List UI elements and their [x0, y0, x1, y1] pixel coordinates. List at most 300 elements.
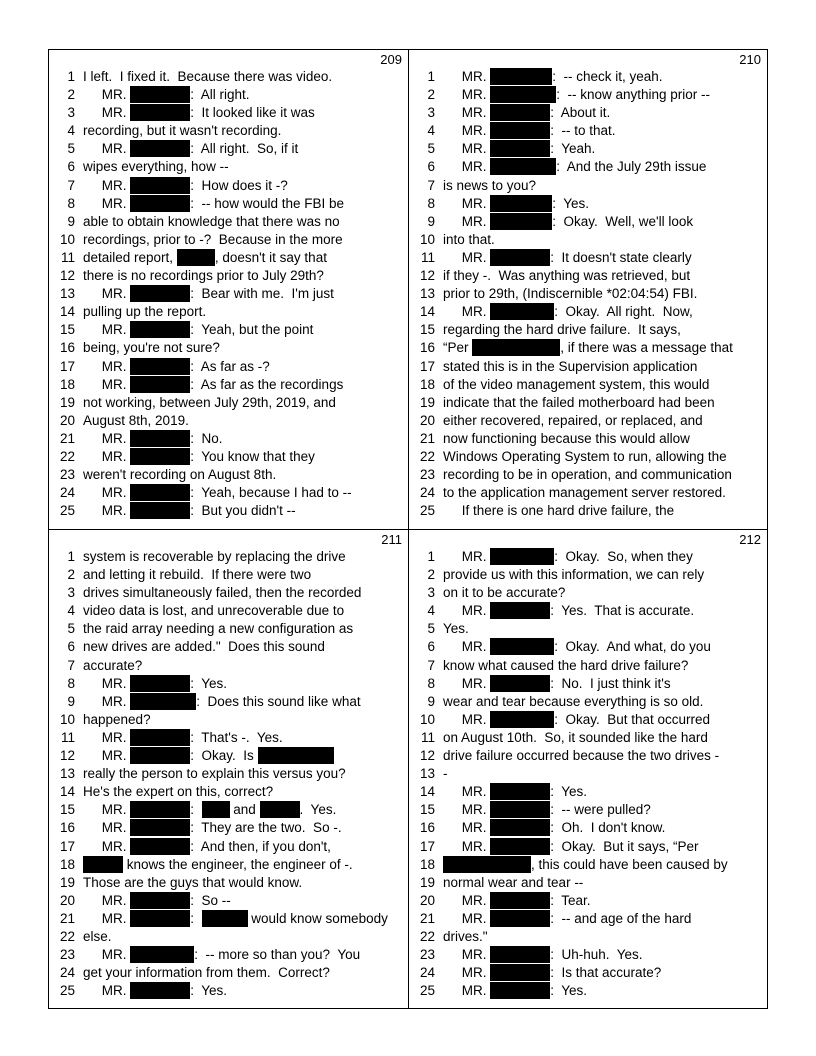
line-text	[443, 729, 765, 747]
text-segment: MR.	[83, 729, 131, 745]
line-text	[83, 819, 406, 837]
transcript-line	[409, 86, 767, 104]
transcript-lines	[49, 548, 408, 1000]
transcript-lines	[49, 68, 408, 520]
line-number: 4	[427, 123, 435, 139]
line-text	[443, 249, 765, 267]
line-text	[443, 946, 765, 964]
transcript-line	[409, 801, 767, 819]
redaction-bar	[130, 484, 190, 501]
text-segment: : Yes.	[552, 195, 590, 211]
text-segment: video data is lost, and unrecoverable due to	[83, 603, 345, 619]
line-number: 3	[427, 585, 435, 601]
line-text	[83, 657, 406, 675]
text-segment: : And then, if you don't,	[190, 838, 331, 854]
redaction-bar	[130, 747, 190, 764]
redaction-bar	[202, 801, 230, 818]
transcript-line	[49, 358, 408, 376]
transcript-line	[409, 448, 767, 466]
line-number: 8	[427, 675, 435, 691]
line-text	[83, 928, 406, 946]
text-segment: : -- know anything prior --	[556, 87, 711, 103]
redaction-bar	[490, 213, 552, 230]
text-segment: MR.	[443, 838, 491, 854]
line-number: 16	[419, 340, 435, 356]
text-segment: : As far as -?	[190, 358, 270, 374]
redaction-bar	[490, 711, 554, 728]
text-segment: MR.	[443, 123, 491, 139]
text-segment: : It doesn't state clearly	[550, 249, 692, 265]
text-segment: MR.	[443, 105, 491, 121]
line-text	[443, 267, 765, 285]
text-segment: -	[443, 766, 448, 782]
transcript-line	[409, 928, 767, 946]
transcript-line	[49, 122, 408, 140]
line-text	[443, 122, 765, 140]
transcript-line	[49, 548, 408, 566]
transcript-line	[49, 394, 408, 412]
line-number: 4	[67, 603, 75, 619]
line-number: 14	[419, 784, 435, 800]
line-text	[83, 982, 406, 1000]
text-segment: : Okay. But that occurred	[554, 711, 711, 727]
text-segment: would know somebody	[247, 910, 388, 926]
line-number: 7	[427, 657, 435, 673]
transcript-line	[409, 376, 767, 394]
transcript-line	[409, 430, 767, 448]
line-text	[443, 910, 765, 928]
line-number: 21	[419, 910, 435, 926]
text-segment: MR.	[443, 965, 491, 981]
line-number: 12	[59, 268, 75, 284]
text-segment: into that.	[443, 231, 495, 247]
text-segment: MR.	[443, 69, 491, 84]
line-number: 21	[59, 430, 75, 446]
transcript-line	[49, 231, 408, 249]
line-number: 8	[67, 195, 75, 211]
line-text	[443, 466, 765, 484]
redaction-bar	[490, 122, 550, 139]
line-number: 15	[59, 802, 75, 818]
line-text	[443, 213, 765, 231]
text-segment: : Okay. But it says, “Per	[550, 838, 699, 854]
text-segment: MR.	[83, 675, 131, 691]
text-segment: MR.	[443, 802, 491, 818]
text-segment: MR.	[83, 485, 131, 501]
line-text	[83, 566, 406, 584]
line-text	[443, 548, 765, 566]
redaction-bar	[130, 502, 190, 519]
redaction-bar	[490, 638, 554, 655]
line-number: 1	[427, 69, 435, 84]
redaction-bar	[490, 249, 550, 266]
redaction-bar	[490, 964, 550, 981]
text-segment: : -- and age of the hard	[550, 910, 692, 926]
redaction-bar	[490, 303, 554, 320]
transcript-line	[409, 747, 767, 765]
text-segment: either recovered, repaired, or replaced, and	[443, 412, 703, 428]
text-segment: : Yes.	[550, 983, 588, 999]
text-segment: : Okay. All right. Now,	[554, 304, 693, 320]
text-segment: MR.	[83, 820, 131, 836]
line-text	[83, 358, 406, 376]
line-number: 5	[67, 141, 75, 157]
text-segment: : And the July 29th issue	[556, 159, 707, 175]
line-text	[443, 394, 765, 412]
line-text	[83, 801, 406, 819]
line-number: 8	[427, 195, 435, 211]
text-segment: being, you're not sure?	[83, 340, 220, 356]
line-number: 12	[59, 748, 75, 764]
line-text	[443, 376, 765, 394]
line-number: 10	[59, 231, 75, 247]
line-number: 24	[59, 965, 75, 981]
text-segment: MR.	[443, 983, 491, 999]
transcript-line	[409, 303, 767, 321]
line-text	[443, 584, 765, 602]
text-segment: MR.	[83, 910, 131, 926]
line-number: 24	[59, 485, 75, 501]
text-segment: Yes.	[443, 621, 469, 637]
text-segment: MR.	[83, 358, 131, 374]
line-number: 19	[59, 874, 75, 890]
text-segment: new drives are added." Does this sound	[83, 639, 325, 655]
transcript-line	[409, 548, 767, 566]
line-number: 20	[59, 892, 75, 908]
line-number: 10	[419, 711, 435, 727]
line-text	[443, 412, 765, 430]
line-text	[443, 303, 765, 321]
line-number: 25	[59, 503, 75, 519]
line-text	[443, 675, 765, 693]
transcript-line	[409, 584, 767, 602]
text-segment: to the application management server restored.	[443, 485, 726, 501]
transcript-line	[49, 982, 408, 1000]
line-number: 24	[419, 485, 435, 501]
line-text	[83, 548, 406, 566]
line-number: 7	[67, 177, 75, 193]
transcript-line	[409, 910, 767, 928]
line-number: 16	[59, 340, 75, 356]
redaction-bar	[130, 675, 190, 692]
transcript-line	[49, 158, 408, 176]
line-text	[443, 765, 765, 783]
transcript-line	[49, 964, 408, 982]
line-number: 9	[427, 213, 435, 229]
transcript-line	[49, 602, 408, 620]
text-segment: happened?	[83, 711, 151, 727]
line-text	[83, 231, 406, 249]
line-number: 11	[60, 249, 75, 265]
line-number: 25	[59, 983, 75, 999]
transcript-line	[49, 657, 408, 675]
text-segment: MR.	[83, 748, 131, 764]
line-number: 18	[419, 376, 435, 392]
transcript-line	[409, 946, 767, 964]
text-segment: MR.	[443, 784, 491, 800]
line-text	[83, 484, 406, 502]
text-segment: : It looked like it was	[190, 105, 315, 121]
line-text	[443, 892, 765, 910]
transcript-line	[409, 104, 767, 122]
line-text	[83, 86, 406, 104]
transcript-line	[409, 729, 767, 747]
transcript-line	[49, 339, 408, 357]
text-segment: indicate that the failed motherboard had been	[443, 394, 715, 410]
line-number: 3	[67, 105, 75, 121]
line-number: 23	[59, 467, 75, 483]
transcript-line	[409, 177, 767, 195]
line-number: 17	[59, 358, 75, 374]
transcript-line	[409, 195, 767, 213]
line-number: 17	[419, 358, 435, 374]
line-number: 8	[67, 675, 75, 691]
text-segment: Those are the guys that would know.	[83, 874, 303, 890]
text-segment: detailed report,	[83, 249, 177, 265]
transcript-line	[409, 412, 767, 430]
transcript-line	[409, 285, 767, 303]
transcript-line	[49, 638, 408, 656]
text-segment: of the video management system, this would	[443, 376, 710, 392]
line-text	[83, 602, 406, 620]
line-number: 3	[67, 585, 75, 601]
text-segment: pulling up the report.	[83, 304, 207, 320]
line-text	[443, 140, 765, 158]
line-text	[83, 711, 406, 729]
line-text	[83, 765, 406, 783]
text-segment: really the person to explain this versus you?	[83, 766, 346, 782]
text-segment: MR.	[83, 448, 131, 464]
line-number: 9	[67, 693, 75, 709]
text-segment: : About it.	[550, 105, 611, 121]
text-segment: recording, but it wasn't recording.	[83, 123, 282, 139]
text-segment: MR.	[83, 286, 131, 302]
text-segment: MR.	[83, 838, 131, 854]
line-text	[83, 249, 406, 267]
transcript-line	[49, 376, 408, 394]
redaction-bar	[83, 856, 123, 873]
transcript-line	[409, 466, 767, 484]
text-segment: MR.	[443, 141, 491, 157]
line-text	[443, 928, 765, 946]
transcript-line	[49, 448, 408, 466]
text-segment: MR.	[83, 376, 131, 392]
line-number: 16	[419, 820, 435, 836]
transcript-line	[409, 484, 767, 502]
line-number: 4	[67, 123, 75, 139]
text-segment: , this could have been caused by	[531, 856, 728, 872]
transcript-line	[409, 693, 767, 711]
redaction-bar	[130, 819, 190, 836]
line-number: 14	[419, 304, 435, 320]
transcript-line	[49, 566, 408, 584]
line-text	[443, 693, 765, 711]
line-number: 15	[59, 322, 75, 338]
page-quadrant	[409, 530, 767, 1008]
text-segment: : Okay. So, when they	[554, 549, 693, 564]
line-number: 25	[419, 503, 435, 519]
text-segment: there is no recordings prior to July 29th?	[83, 268, 324, 284]
text-segment: : Does this sound like what	[196, 693, 361, 709]
text-segment: : -- to that.	[550, 123, 616, 139]
line-number: 21	[59, 910, 75, 926]
line-text	[83, 946, 406, 964]
text-segment: , if there was a message that	[560, 340, 733, 356]
line-number: 1	[67, 549, 75, 564]
redaction-bar	[490, 801, 550, 818]
line-number: 25	[419, 983, 435, 999]
line-number: 21	[419, 430, 435, 446]
text-segment: : But you didn't --	[190, 503, 296, 519]
text-segment: : You know that they	[190, 448, 315, 464]
text-segment: MR.	[83, 177, 131, 193]
text-segment: MR.	[83, 105, 131, 121]
transcript-line	[409, 339, 767, 357]
line-number: 18	[419, 856, 435, 872]
text-segment: : Is that accurate?	[550, 965, 662, 981]
transcript-line	[49, 620, 408, 638]
transcript-line	[49, 765, 408, 783]
text-segment: not working, between July 29th, 2019, and	[83, 394, 336, 410]
text-segment: drive failure occurred because the two drives -	[443, 748, 720, 764]
transcript-line	[49, 675, 408, 693]
line-text	[83, 321, 406, 339]
redaction-bar	[130, 910, 190, 927]
text-segment: : -- more so than you? You	[194, 947, 361, 963]
text-segment: : Okay. Is	[190, 748, 258, 764]
transcript-line	[49, 502, 408, 520]
line-text	[83, 430, 406, 448]
line-number: 15	[419, 802, 435, 818]
page-quadrant	[49, 530, 408, 1008]
text-segment: MR.	[443, 249, 491, 265]
transcript-line	[409, 620, 767, 638]
redaction-bar	[130, 140, 190, 157]
text-segment: : No.	[190, 430, 223, 446]
line-text	[83, 620, 406, 638]
redaction-bar	[490, 602, 550, 619]
line-number: 11	[420, 249, 435, 265]
transcript-line	[409, 122, 767, 140]
redaction-bar	[490, 946, 550, 963]
transcript-line	[409, 502, 767, 520]
redaction-bar	[443, 856, 531, 873]
line-text	[83, 874, 406, 892]
redaction-bar	[130, 195, 190, 212]
redaction-bar	[130, 376, 190, 393]
text-segment: MR.	[443, 711, 491, 727]
line-text	[83, 140, 406, 158]
redaction-bar	[490, 838, 550, 855]
redaction-bar	[130, 801, 190, 818]
redaction-bar	[490, 819, 550, 836]
line-text	[83, 376, 406, 394]
text-segment: : All right. So, if it	[190, 141, 299, 157]
transcript-line	[409, 657, 767, 675]
line-number: 16	[59, 820, 75, 836]
transcript-line	[409, 765, 767, 783]
line-text	[443, 982, 765, 1000]
line-text	[443, 801, 765, 819]
line-number: 18	[59, 856, 75, 872]
line-number: 7	[67, 657, 75, 673]
text-segment: MR.	[83, 693, 131, 709]
redaction-bar	[130, 693, 196, 710]
redaction-bar	[130, 321, 190, 338]
text-segment: MR.	[83, 195, 131, 211]
text-segment: regarding the hard drive failure. It says,	[443, 322, 681, 338]
line-text	[83, 122, 406, 140]
page-quadrant	[409, 50, 767, 529]
text-segment: and letting it rebuild. If there were two	[83, 567, 312, 583]
transcript-line	[49, 104, 408, 122]
transcript-sheet	[48, 49, 768, 1009]
line-text	[83, 213, 406, 231]
line-text	[443, 964, 765, 982]
transcript-line	[409, 874, 767, 892]
redaction-bar	[130, 448, 190, 465]
redaction-bar	[130, 946, 194, 963]
line-number: 10	[59, 711, 75, 727]
transcript-line	[49, 86, 408, 104]
text-segment: prior to 29th, (Indiscernible *02:04:54) FBI.	[443, 286, 698, 302]
text-segment: : Uh-huh. Yes.	[550, 947, 643, 963]
transcript-line	[49, 267, 408, 285]
line-text	[83, 838, 406, 856]
line-number: 11	[60, 729, 75, 745]
line-text	[83, 466, 406, 484]
page-quadrant	[49, 50, 408, 529]
transcript-line	[409, 675, 767, 693]
redaction-bar	[130, 86, 190, 103]
line-text	[443, 448, 765, 466]
text-segment: : Yes.	[190, 675, 228, 691]
line-number: 22	[419, 928, 435, 944]
transcript-line	[49, 249, 408, 267]
line-text	[83, 693, 406, 711]
text-segment: MR.	[443, 87, 491, 103]
transcript-line	[49, 484, 408, 502]
transcript-line	[49, 177, 408, 195]
text-segment: the raid array needing a new configuration as	[83, 621, 354, 637]
line-text	[83, 339, 406, 357]
line-text	[83, 448, 406, 466]
line-number: 6	[427, 159, 435, 175]
line-number: 6	[427, 639, 435, 655]
text-segment: MR.	[83, 141, 131, 157]
text-segment: : Yes. That is accurate.	[550, 603, 695, 619]
text-segment: MR.	[443, 213, 491, 229]
text-segment: : How does it -?	[190, 177, 288, 193]
line-number: 18	[59, 376, 75, 392]
redaction-bar	[490, 675, 550, 692]
line-text	[443, 657, 765, 675]
text-segment: MR.	[83, 322, 131, 338]
transcript-line	[409, 638, 767, 656]
line-number: 14	[59, 304, 75, 320]
text-segment: stated this is in the Supervision application	[443, 358, 698, 374]
line-text	[83, 729, 406, 747]
transcript-line	[409, 267, 767, 285]
redaction-bar	[258, 747, 334, 764]
line-text	[83, 412, 406, 430]
transcript-line	[409, 856, 767, 874]
line-number: 20	[419, 412, 435, 428]
line-text	[443, 711, 765, 729]
text-segment: now functioning because this would allow	[443, 430, 690, 446]
page-number: 210	[739, 52, 761, 67]
transcript-line	[49, 466, 408, 484]
